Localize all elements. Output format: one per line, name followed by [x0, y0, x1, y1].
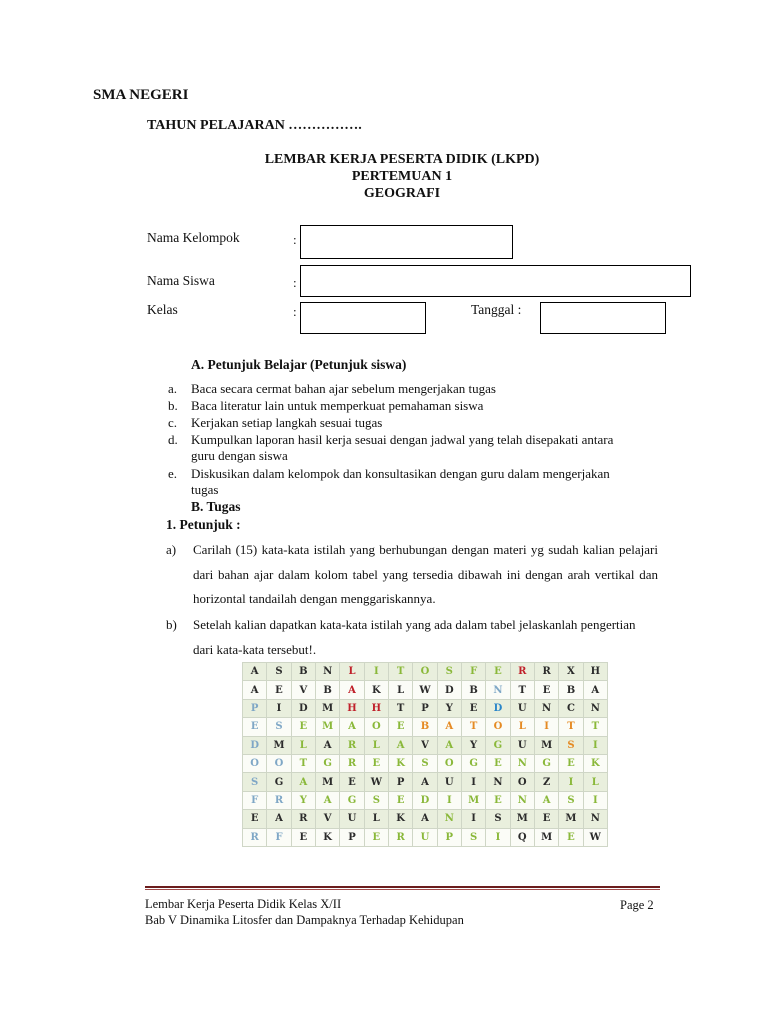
grid-cell: S [559, 736, 583, 754]
grid-cell: I [364, 663, 388, 681]
title-line: GEOGRAFI [363, 186, 441, 201]
grid-cell: I [486, 828, 510, 846]
grid-row [243, 736, 608, 754]
grid-cell: K [388, 754, 412, 772]
footer-divider [145, 886, 660, 888]
grid-cell: A [267, 810, 291, 828]
grid-cell: U [510, 736, 534, 754]
grid-row [243, 828, 608, 846]
grid-cell: D [291, 699, 315, 717]
grid-cell: E [486, 791, 510, 809]
grid-cell: E [267, 681, 291, 699]
grid-cell: N [510, 791, 534, 809]
grid-cell: F [267, 828, 291, 846]
grid-row [243, 754, 608, 772]
grid-cell: N [486, 681, 510, 699]
list-item [168, 466, 668, 498]
grid-cell: A [291, 773, 315, 791]
grid-cell: W [413, 681, 437, 699]
grid-cell: N [534, 699, 558, 717]
colon: : [293, 232, 297, 247]
grid-cell: H [364, 699, 388, 717]
title-line: LEMBAR KERJA PESERTA DIDIK (LKPD) [264, 152, 540, 167]
grid-cell: E [559, 754, 583, 772]
grid-row [243, 810, 608, 828]
grid-cell: O [364, 718, 388, 736]
grid-cell: E [243, 718, 267, 736]
grid-cell: D [486, 699, 510, 717]
grid-cell: F [461, 663, 485, 681]
grid-cell: E [388, 791, 412, 809]
academic-year: TAHUN PELAJARAN ……………. [147, 118, 362, 133]
grid-cell: E [340, 773, 364, 791]
grid-cell: K [583, 754, 607, 772]
grid-cell: N [510, 754, 534, 772]
section-b-title: B. Tugas [191, 499, 241, 514]
grid-cell: T [583, 718, 607, 736]
grid-cell: M [534, 736, 558, 754]
group-name-field[interactable] [300, 225, 513, 259]
grid-cell: B [315, 681, 339, 699]
grid-cell: W [583, 828, 607, 846]
list-marker: d. [168, 432, 178, 447]
grid-cell: K [315, 828, 339, 846]
grid-cell: O [437, 754, 461, 772]
grid-cell: A [243, 663, 267, 681]
grid-cell: D [413, 791, 437, 809]
grid-cell: M [315, 718, 339, 736]
grid-cell: R [340, 736, 364, 754]
grid-cell: E [461, 699, 485, 717]
task-item [166, 538, 660, 612]
grid-cell: I [437, 791, 461, 809]
grid-cell: U [413, 828, 437, 846]
grid-cell: N [583, 699, 607, 717]
list-item [168, 381, 668, 397]
student-name-label: Nama Siswa [147, 273, 215, 288]
grid-cell: W [364, 773, 388, 791]
grid-cell: X [559, 663, 583, 681]
grid-cell: M [534, 828, 558, 846]
grid-cell: B [559, 681, 583, 699]
grid-cell: H [583, 663, 607, 681]
grid-cell: U [340, 810, 364, 828]
school-name: SMA NEGERI [93, 87, 189, 103]
grid-cell: P [243, 699, 267, 717]
title-line: PERTEMUAN 1 [351, 169, 453, 184]
grid-cell: E [243, 810, 267, 828]
grid-cell: Z [534, 773, 558, 791]
instructions-heading: 1. Petunjuk : [166, 517, 241, 532]
grid-cell: A [437, 718, 461, 736]
class-label: Kelas [147, 302, 178, 317]
grid-cell: T [291, 754, 315, 772]
grid-cell: S [364, 791, 388, 809]
grid-cell: R [534, 663, 558, 681]
date-field[interactable] [540, 302, 666, 334]
grid-cell: L [583, 773, 607, 791]
grid-cell: A [315, 736, 339, 754]
grid-cell: L [340, 663, 364, 681]
grid-cell: T [510, 681, 534, 699]
grid-cell: L [291, 736, 315, 754]
grid-cell: S [267, 663, 291, 681]
word-search-grid [242, 662, 608, 847]
grid-cell: E [559, 828, 583, 846]
grid-cell: E [291, 828, 315, 846]
grid-cell: E [486, 754, 510, 772]
grid-cell: Q [510, 828, 534, 846]
colon: : [293, 304, 297, 319]
grid-cell: P [340, 828, 364, 846]
grid-cell: M [315, 773, 339, 791]
grid-cell: I [267, 699, 291, 717]
grid-cell: A [534, 791, 558, 809]
grid-cell: O [267, 754, 291, 772]
grid-cell: V [291, 681, 315, 699]
task-item [166, 613, 660, 662]
list-marker: b. [168, 398, 178, 413]
grid-cell: S [437, 663, 461, 681]
grid-row [243, 791, 608, 809]
grid-cell: R [291, 810, 315, 828]
grid-cell: G [315, 754, 339, 772]
grid-cell: G [486, 736, 510, 754]
list-marker: c. [168, 415, 178, 430]
grid-cell: S [559, 791, 583, 809]
grid-cell: A [315, 791, 339, 809]
list-text: Kumpulkan laporan hasil kerja sesuai dengan jadwal yang telah disepakati antara guru dengan siswa [191, 432, 614, 463]
grid-cell: S [486, 810, 510, 828]
grid-cell: A [437, 736, 461, 754]
grid-cell: V [413, 736, 437, 754]
grid-cell: R [267, 791, 291, 809]
grid-cell: O [243, 754, 267, 772]
grid-cell: A [583, 681, 607, 699]
grid-cell: G [461, 754, 485, 772]
grid-cell: K [364, 681, 388, 699]
group-name-label: Nama Kelompok [147, 230, 240, 245]
list-text: Kerjakan setiap langkah sesuai tugas [191, 415, 383, 430]
grid-row [243, 663, 608, 681]
grid-cell: M [461, 791, 485, 809]
grid-cell: I [583, 736, 607, 754]
grid-cell: N [486, 773, 510, 791]
grid-cell: R [388, 828, 412, 846]
grid-cell: G [534, 754, 558, 772]
grid-cell: Y [461, 736, 485, 754]
task-marker: a) [166, 542, 177, 557]
grid-cell: E [388, 718, 412, 736]
footer-document-name: Lembar Kerja Peserta Didik Kelas X/II [145, 897, 342, 911]
footer-divider [145, 889, 660, 890]
list-item [168, 398, 668, 414]
grid-cell: M [315, 699, 339, 717]
grid-cell: S [267, 718, 291, 736]
grid-cell: S [413, 754, 437, 772]
grid-row [243, 681, 608, 699]
section-a-title: A. Petunjuk Belajar (Petunjuk siswa) [191, 357, 407, 372]
grid-cell: M [559, 810, 583, 828]
grid-cell: I [534, 718, 558, 736]
grid-cell: P [413, 699, 437, 717]
list-marker: e. [168, 466, 178, 481]
grid-cell: M [267, 736, 291, 754]
document-title [0, 151, 768, 202]
grid-cell: A [413, 773, 437, 791]
grid-cell: T [388, 663, 412, 681]
grid-cell: L [364, 736, 388, 754]
grid-cell: G [267, 773, 291, 791]
page-number: Page 2 [620, 898, 654, 912]
grid-cell: B [461, 681, 485, 699]
grid-cell: U [510, 699, 534, 717]
list-item [168, 432, 668, 464]
task-text: Setelah kalian dapatkan kata-kata istilah yang ada dalam tabel jelaskanlah pengertian dari kata-kata tersebut!. [193, 617, 636, 657]
grid-cell: L [510, 718, 534, 736]
grid-row [243, 718, 608, 736]
grid-cell: S [243, 773, 267, 791]
grid-cell: O [413, 663, 437, 681]
grid-cell: O [486, 718, 510, 736]
grid-cell: T [461, 718, 485, 736]
grid-cell: A [388, 736, 412, 754]
grid-cell: A [413, 810, 437, 828]
grid-cell: N [315, 663, 339, 681]
student-name-field[interactable] [300, 265, 691, 297]
grid-cell: D [437, 681, 461, 699]
task-marker: b) [166, 617, 177, 632]
list-text: Baca secara cermat bahan ajar sebelum mengerjakan tugas [191, 381, 496, 396]
grid-cell: E [486, 663, 510, 681]
grid-cell: P [437, 828, 461, 846]
grid-cell: I [461, 773, 485, 791]
grid-cell: A [340, 718, 364, 736]
grid-cell: A [243, 681, 267, 699]
task-text: Carilah (15) kata-kata istilah yang berhubungan dengan materi yg sudah kalian pelajari dari bahan ajar dalam kolom tabel yang tersedia dibawah ini dengan arah vertikal dan horizontal tandailah dengan menggariskannya. [193, 542, 658, 606]
grid-row [243, 699, 608, 717]
colon: : [293, 275, 297, 290]
grid-cell: V [315, 810, 339, 828]
grid-cell: O [510, 773, 534, 791]
grid-cell: F [243, 791, 267, 809]
class-field[interactable] [300, 302, 426, 334]
grid-cell: S [461, 828, 485, 846]
grid-cell: T [388, 699, 412, 717]
grid-cell: I [583, 791, 607, 809]
grid-cell: E [364, 828, 388, 846]
grid-cell: T [559, 718, 583, 736]
grid-cell: E [291, 718, 315, 736]
grid-cell: E [364, 754, 388, 772]
grid-cell: I [559, 773, 583, 791]
grid-cell: Y [437, 699, 461, 717]
grid-cell: D [243, 736, 267, 754]
grid-cell: K [388, 810, 412, 828]
list-text: Baca literatur lain untuk memperkuat pemahaman siswa [191, 398, 484, 413]
grid-cell: N [583, 810, 607, 828]
grid-cell: C [559, 699, 583, 717]
grid-cell: Y [291, 791, 315, 809]
grid-cell: E [534, 810, 558, 828]
grid-cell: M [510, 810, 534, 828]
grid-cell: R [243, 828, 267, 846]
list-marker: a. [168, 381, 178, 396]
list-item [168, 415, 668, 431]
date-label: Tanggal : [471, 302, 522, 317]
grid-cell: I [461, 810, 485, 828]
grid-cell: B [413, 718, 437, 736]
grid-cell: A [340, 681, 364, 699]
grid-cell: R [510, 663, 534, 681]
grid-cell: L [388, 681, 412, 699]
grid-cell: R [340, 754, 364, 772]
footer-chapter: Bab V Dinamika Litosfer dan Dampaknya Terhadap Kehidupan [145, 913, 464, 927]
grid-cell: U [437, 773, 461, 791]
grid-cell: G [340, 791, 364, 809]
grid-cell: N [437, 810, 461, 828]
grid-cell: B [291, 663, 315, 681]
list-text: Diskusikan dalam kelompok dan konsultasikan dengan guru dalam mengerjakan tugas [191, 466, 610, 497]
grid-cell: E [534, 681, 558, 699]
grid-cell: L [364, 810, 388, 828]
grid-row [243, 773, 608, 791]
grid-cell: P [388, 773, 412, 791]
grid-cell: H [340, 699, 364, 717]
